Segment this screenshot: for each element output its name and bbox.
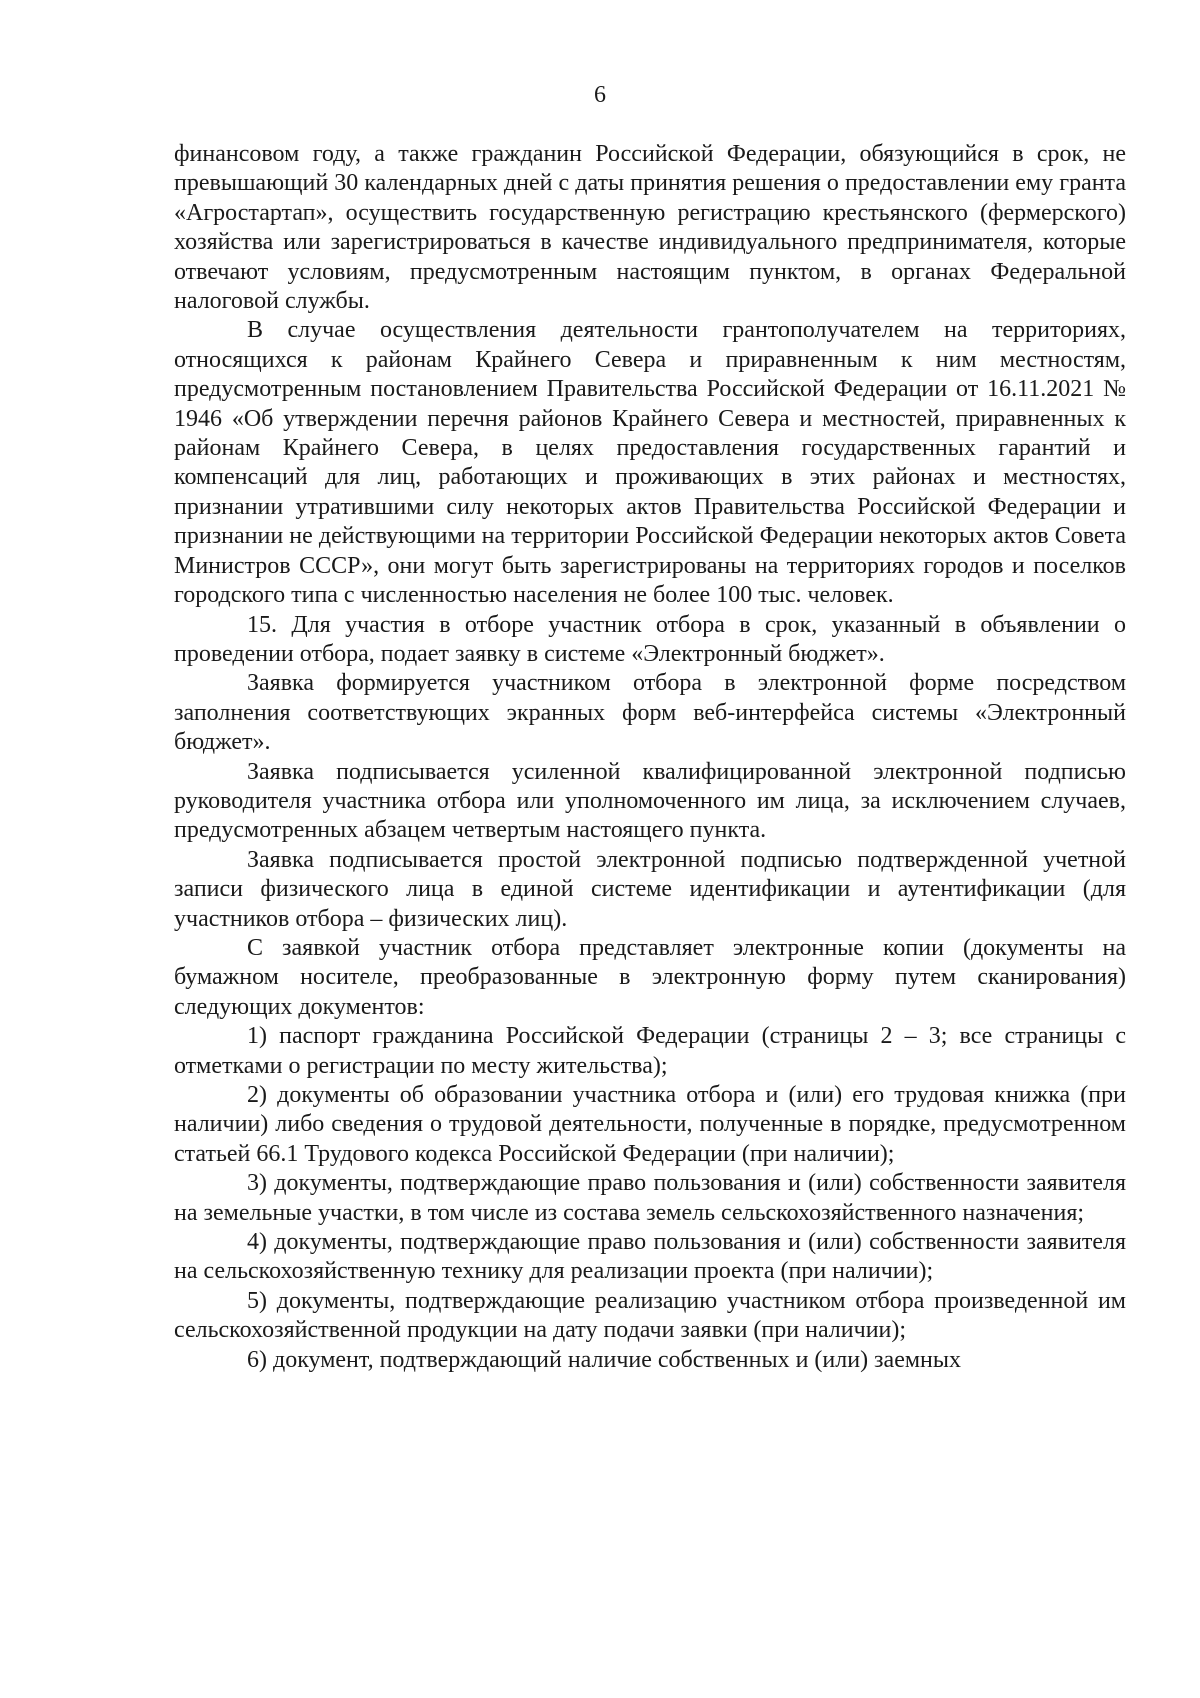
- paragraph: Заявка подписывается усиленной квалифицированной электронной подписью руководителя участника отбора или уполномоченного им лица, за исключением случаев, предусмотренных абзацем четвертым настоящего пункта.: [174, 758, 1126, 844]
- paragraph: финансовом году, а также гражданин Российской Федерации, обязующийся в срок, не превышающий 30 календарных дней с даты принятия решения о предоставлении ему гранта «Агростартап», осуществить государственную регистрацию крестьянского (фермерского) хозяйства или зарегистрироваться в качестве индивидуального предпринимателя, которые отвечают условиям, предусмотренным настоящим пунктом, в органах Федеральной налоговой службы.: [174, 141, 1126, 315]
- list-item: 6) документ, подтверждающий наличие собственных и (или) заемных: [247, 1346, 961, 1373]
- list-item: 2) документы об образовании участника отбора и (или) его трудовая книжка (при наличии) либо сведения о трудовой деятельности, полученные в порядке, предусмотренном статьей 66.1 Трудового кодекса Российской Федерации (при наличии);: [174, 1082, 1126, 1167]
- list-item: 5) документы, подтверждающие реализацию участником отбора произведенной им сельскохозяйственной продукции на дату подачи заявки (при наличии);: [174, 1287, 1126, 1344]
- paragraph: 15. Для участия в отборе участник отбора в срок, указанный в объявлении о проведении отбора, подает заявку в системе «Электронный бюджет».: [174, 611, 1126, 667]
- list-item: 3) документы, подтверждающие право пользования и (или) собственности заявителя на земельные участки, в том числе из состава земель сельскохозяйственного назначения;: [174, 1170, 1126, 1226]
- document-body: [174, 140, 1126, 1375]
- paragraph: В случае осуществления деятельности грантополучателем на территориях, относящихся к районам Крайнего Севера и приравненным к ним местностям, предусмотренным постановлением Правительства Российской Федерации от 16.11.2021 № 1946 «Об утверждении перечня районов Крайнего Севера и местностей, приравненных к районам Крайнего Севера, в целях предоставления государственных гарантий и компенсаций для лиц, работающих и проживающих в этих районах и местностях, признании утратившими силу некоторых актов Правительства Российской Федерации и признании не действующими на территории Российской Федерации некоторых актов Совета Министров СССР», они могут быть зарегистрированы на территориях городов и поселков городского типа с численностью населения не более 100 тыс. человек.: [174, 317, 1126, 609]
- paragraph: Заявка формируется участником отбора в электронной форме посредством заполнения соответствующих экранных форм веб-интерфейса системы «Электронный бюджет».: [174, 670, 1126, 756]
- paragraph: Заявка подписывается простой электронной подписью подтвержденной учетной записи физического лица в единой системе идентификации и аутентификации (для участников отбора – физических лиц).: [174, 846, 1126, 932]
- page-number: 6: [594, 82, 606, 108]
- paragraph: С заявкой участник отбора представляет электронные копии (документы на бумажном носителе, преобразованные в электронную форму путем сканирования) следующих документов:: [174, 934, 1126, 1020]
- list-item: 4) документы, подтверждающие право пользования и (или) собственности заявителя на сельскохозяйственную технику для реализации проекта (при наличии);: [174, 1229, 1126, 1285]
- list-item: 1) паспорт гражданина Российской Федерации (страницы 2 – 3; все страницы с отметками о регистрации по месту жительства);: [174, 1023, 1126, 1079]
